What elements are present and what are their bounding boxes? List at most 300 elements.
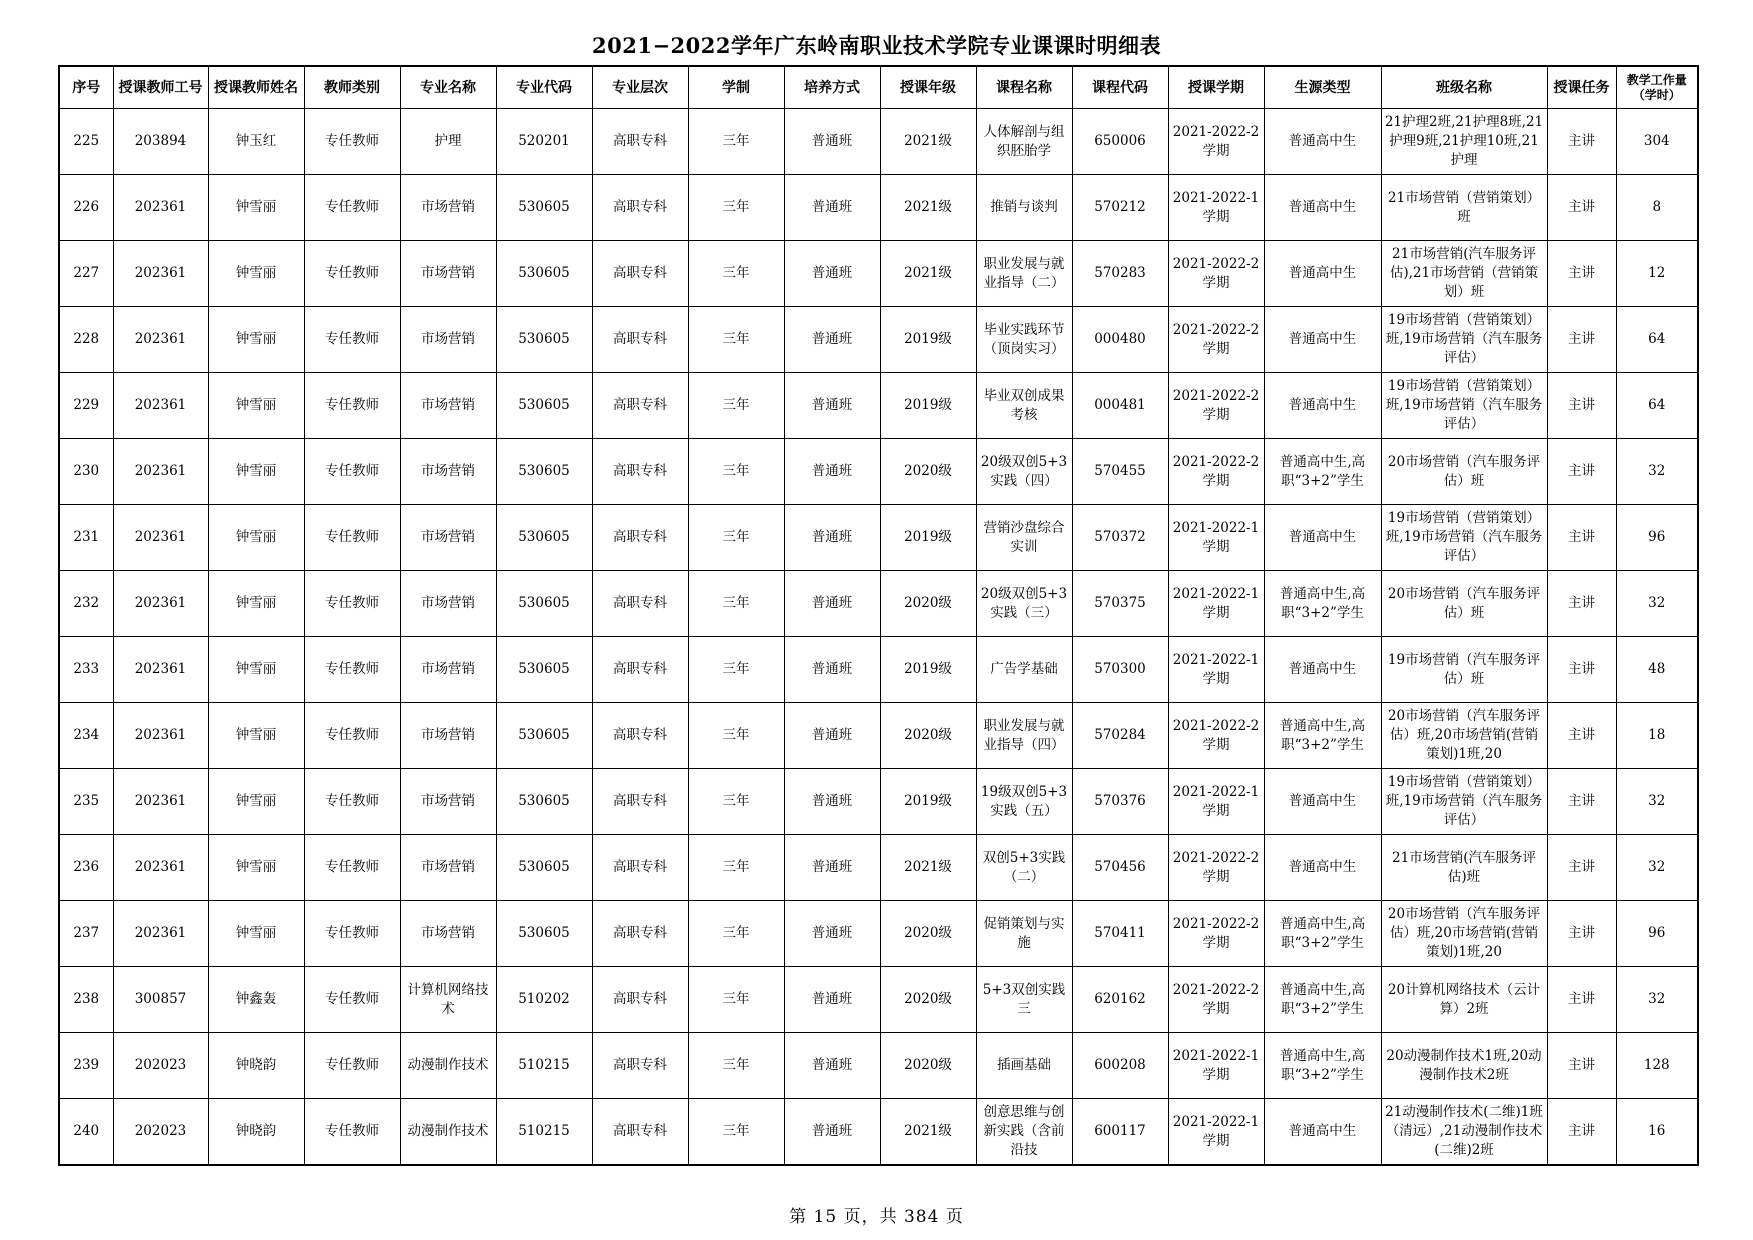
cell-teacher-name — [208, 967, 304, 1033]
cell-task — [1547, 373, 1616, 439]
cell-no — [59, 1033, 113, 1099]
page-footer: 第 15 页，共 384 页 — [789, 1207, 964, 1227]
cell-teacher-type — [304, 307, 400, 373]
cell-text: 2021-2022-1学期 — [1172, 189, 1260, 225]
cell-teacher-type — [304, 439, 400, 505]
cell-course-name — [976, 835, 1072, 901]
cell-grade — [880, 373, 976, 439]
cell-teacher-name — [208, 769, 304, 835]
cell-major-name — [400, 373, 496, 439]
cell-course-name — [976, 571, 1072, 637]
cell-text: 20级双创5+3实践（四） — [980, 453, 1068, 489]
course-hours-table — [58, 65, 1699, 1166]
cell-level — [592, 307, 688, 373]
cell-text: 高职专科 — [613, 463, 667, 479]
cell-no — [59, 835, 113, 901]
cell-grade — [880, 307, 976, 373]
cell-duration — [688, 307, 784, 373]
cell-text: 530605 — [518, 727, 570, 743]
cell-student-source — [1264, 109, 1381, 175]
cell-text: 2021-2022-1学期 — [1172, 651, 1260, 687]
cell-text: 600117 — [1094, 1123, 1146, 1139]
cell-text: 231 — [73, 529, 100, 545]
cell-text: 主讲 — [1568, 265, 1595, 281]
cell-text: 2021-2022-2学期 — [1172, 321, 1260, 357]
cell-text: 32 — [1648, 463, 1666, 479]
cell-text: 18 — [1648, 727, 1666, 743]
cell-class-name — [1381, 109, 1547, 175]
cell-task — [1547, 835, 1616, 901]
cell-teacher-type — [304, 175, 400, 241]
cell-text: 市场营销 — [421, 199, 475, 215]
cell-workload — [1616, 571, 1698, 637]
cell-course-code — [1072, 373, 1168, 439]
cell-text: 普通高中生,高职“3+2”学生 — [1279, 585, 1366, 621]
cell-text: 普通高中生 — [1288, 529, 1357, 545]
cell-semester — [1168, 1033, 1264, 1099]
cell-training-mode — [784, 901, 880, 967]
cell-workload — [1616, 703, 1698, 769]
cell-teacher-id — [113, 1033, 208, 1099]
cell-text: 530605 — [518, 925, 570, 941]
cell-workload — [1616, 505, 1698, 571]
col-header-major-code: 专业代码 — [496, 66, 592, 109]
cell-grade — [880, 1099, 976, 1166]
cell-text: 2020级 — [904, 727, 952, 743]
cell-workload — [1616, 1033, 1698, 1099]
cell-teacher-name — [208, 571, 304, 637]
cell-text: 高职专科 — [613, 529, 667, 545]
cell-text: 专任教师 — [325, 859, 379, 875]
cell-level — [592, 1033, 688, 1099]
cell-semester — [1168, 439, 1264, 505]
cell-text: 2021-2022-1学期 — [1172, 519, 1260, 555]
cell-text: 普通班 — [811, 991, 853, 1007]
cell-text: 530605 — [518, 793, 570, 809]
cell-text: 570376 — [1094, 793, 1146, 809]
cell-course-code — [1072, 505, 1168, 571]
cell-text: 高职专科 — [613, 199, 667, 215]
cell-text: 三年 — [722, 925, 750, 941]
cell-text: 营销沙盘综合实训 — [983, 519, 1065, 555]
cell-level — [592, 439, 688, 505]
cell-teacher-id — [113, 307, 208, 373]
cell-text: 钟晓韵 — [235, 1057, 277, 1073]
cell-grade — [880, 241, 976, 307]
cell-text: 32 — [1648, 991, 1666, 1007]
cell-major-code — [496, 835, 592, 901]
cell-grade — [880, 505, 976, 571]
cell-no — [59, 109, 113, 175]
cell-text: 钟雪丽 — [235, 397, 277, 413]
cell-task — [1547, 241, 1616, 307]
cell-class-name — [1381, 439, 1547, 505]
cell-text: 专任教师 — [325, 1057, 379, 1073]
cell-text: 普通班 — [811, 133, 853, 149]
cell-text: 普通高中生,高职“3+2”学生 — [1279, 717, 1366, 753]
cell-class-name — [1381, 241, 1547, 307]
cell-student-source — [1264, 373, 1381, 439]
cell-text: 高职专科 — [613, 793, 667, 809]
cell-major-name — [400, 307, 496, 373]
cell-level — [592, 703, 688, 769]
cell-text: 专任教师 — [325, 727, 379, 743]
cell-student-source — [1264, 439, 1381, 505]
cell-text: 20动漫制作技术1班,20动漫制作技术2班 — [1386, 1047, 1542, 1083]
cell-teacher-type — [304, 241, 400, 307]
cell-grade — [880, 703, 976, 769]
cell-text: 2021级 — [904, 1123, 952, 1139]
col-header-task: 授课任务 — [1547, 66, 1616, 109]
cell-course-name — [976, 307, 1072, 373]
cell-task — [1547, 703, 1616, 769]
cell-course-code — [1072, 1099, 1168, 1166]
cell-teacher-id — [113, 505, 208, 571]
cell-text: 人体解剖与组织胚胎学 — [983, 123, 1065, 159]
cell-text: 动漫制作技术 — [407, 1123, 489, 1139]
cell-workload — [1616, 1099, 1698, 1166]
cell-text: 202361 — [134, 727, 187, 743]
cell-text: 570411 — [1094, 925, 1146, 941]
cell-class-name — [1381, 637, 1547, 703]
cell-course-name — [976, 769, 1072, 835]
cell-text: 19级双创5+3实践（五） — [980, 783, 1068, 819]
cell-text: 三年 — [722, 661, 750, 677]
cell-semester — [1168, 769, 1264, 835]
cell-student-source — [1264, 901, 1381, 967]
cell-class-name — [1381, 505, 1547, 571]
cell-course-code — [1072, 901, 1168, 967]
cell-text: 530605 — [518, 529, 570, 545]
cell-level — [592, 967, 688, 1033]
cell-teacher-id — [113, 769, 208, 835]
cell-text: 20计算机网络技术（云计算）2班 — [1387, 981, 1541, 1017]
cell-major-code — [496, 1033, 592, 1099]
cell-text: 普通高中生 — [1288, 133, 1357, 149]
cell-text: 高职专科 — [613, 133, 667, 149]
cell-course-name — [976, 505, 1072, 571]
cell-duration — [688, 1099, 784, 1166]
cell-task — [1547, 505, 1616, 571]
cell-text: 专任教师 — [325, 199, 379, 215]
cell-text: 三年 — [722, 331, 750, 347]
cell-major-name — [400, 637, 496, 703]
cell-teacher-id — [113, 241, 208, 307]
cell-text: 510202 — [518, 991, 570, 1007]
cell-text: 226 — [73, 199, 100, 215]
cell-teacher-type — [304, 835, 400, 901]
cell-teacher-name — [208, 637, 304, 703]
cell-duration — [688, 439, 784, 505]
cell-text: 202361 — [134, 661, 187, 677]
cell-text: 8 — [1652, 199, 1662, 215]
cell-task — [1547, 571, 1616, 637]
cell-text: 304 — [1643, 133, 1670, 149]
cell-text: 钟雪丽 — [235, 265, 277, 281]
cell-major-name — [400, 1033, 496, 1099]
cell-course-code — [1072, 439, 1168, 505]
cell-teacher-id — [113, 109, 208, 175]
cell-semester — [1168, 1099, 1264, 1166]
cell-text: 钟雪丽 — [235, 331, 277, 347]
cell-course-name — [976, 373, 1072, 439]
cell-text: 普通高中生 — [1288, 265, 1357, 281]
cell-student-source — [1264, 703, 1381, 769]
col-header-major-name: 专业名称 — [400, 66, 496, 109]
cell-text: 双创5+3实践（二） — [982, 849, 1066, 885]
cell-text: 普通班 — [811, 331, 853, 347]
cell-major-code — [496, 901, 592, 967]
cell-task — [1547, 307, 1616, 373]
cell-duration — [688, 109, 784, 175]
cell-text: 2021-2022-1学期 — [1172, 783, 1260, 819]
cell-level — [592, 505, 688, 571]
cell-teacher-id — [113, 703, 208, 769]
cell-task — [1547, 1033, 1616, 1099]
cell-text: 570212 — [1094, 199, 1146, 215]
cell-major-name — [400, 109, 496, 175]
cell-teacher-name — [208, 901, 304, 967]
col-header-workload: 教学工作量（学时） — [1616, 66, 1698, 109]
cell-text: 普通班 — [811, 265, 853, 281]
cell-text: 2021-2022-1学期 — [1172, 1113, 1260, 1149]
cell-text: 570300 — [1094, 661, 1146, 677]
cell-text: 19市场营销（营销策划）班,19市场营销（汽车服务评估） — [1385, 312, 1543, 366]
cell-course-name — [976, 439, 1072, 505]
cell-text: 240 — [73, 1123, 100, 1139]
cell-text: 主讲 — [1568, 859, 1595, 875]
cell-text: 毕业双创成果考核 — [983, 387, 1065, 423]
cell-teacher-type — [304, 769, 400, 835]
cell-task — [1547, 901, 1616, 967]
cell-class-name — [1381, 1033, 1547, 1099]
cell-course-code — [1072, 637, 1168, 703]
cell-duration — [688, 373, 784, 439]
cell-level — [592, 1099, 688, 1166]
cell-text: 530605 — [518, 463, 570, 479]
cell-grade — [880, 109, 976, 175]
table-row — [59, 769, 1698, 835]
cell-text: 20市场营销（汽车服务评估）班,20市场营销(营销策划)1班,20 — [1387, 906, 1541, 960]
table-row — [59, 703, 1698, 769]
cell-major-name — [400, 175, 496, 241]
cell-teacher-id — [113, 439, 208, 505]
cell-text: 2021-2022-2学期 — [1172, 123, 1260, 159]
cell-text: 钟玉红 — [235, 133, 277, 149]
cell-text: 主讲 — [1568, 331, 1595, 347]
cell-text: 2021级 — [904, 859, 952, 875]
cell-training-mode — [784, 109, 880, 175]
cell-no — [59, 241, 113, 307]
cell-text: 202361 — [134, 793, 187, 809]
header-row — [59, 66, 1698, 109]
cell-text: 202361 — [134, 265, 187, 281]
cell-text: 专任教师 — [325, 331, 379, 347]
cell-training-mode — [784, 703, 880, 769]
cell-training-mode — [784, 967, 880, 1033]
cell-text: 钟雪丽 — [235, 463, 277, 479]
cell-level — [592, 373, 688, 439]
cell-workload — [1616, 967, 1698, 1033]
cell-text: 市场营销 — [421, 661, 475, 677]
table-row — [59, 439, 1698, 505]
cell-no — [59, 703, 113, 769]
cell-major-code — [496, 505, 592, 571]
cell-teacher-type — [304, 967, 400, 1033]
cell-text: 钟雪丽 — [235, 529, 277, 545]
cell-text: 530605 — [518, 265, 570, 281]
cell-major-name — [400, 241, 496, 307]
cell-major-code — [496, 967, 592, 1033]
cell-class-name — [1381, 307, 1547, 373]
cell-text: 228 — [73, 331, 100, 347]
cell-text: 570372 — [1094, 529, 1146, 545]
cell-text: 237 — [73, 925, 100, 941]
cell-course-code — [1072, 175, 1168, 241]
cell-text: 高职专科 — [613, 925, 667, 941]
cell-text: 专任教师 — [325, 529, 379, 545]
table-row — [59, 241, 1698, 307]
cell-text: 227 — [73, 265, 100, 281]
cell-text: 203894 — [134, 133, 187, 149]
cell-text: 普通高中生 — [1288, 397, 1357, 413]
cell-text: 000480 — [1094, 331, 1146, 347]
cell-text: 5+3双创实践三 — [982, 981, 1066, 1017]
cell-student-source — [1264, 175, 1381, 241]
col-header-training-mode: 培养方式 — [784, 66, 880, 109]
cell-text: 21动漫制作技术(二维)1班（清远）,21动漫制作技术(二维)2班 — [1385, 1104, 1543, 1158]
cell-text: 600208 — [1094, 1057, 1146, 1073]
col-header-class-name: 班级名称 — [1381, 66, 1547, 109]
cell-text: 202023 — [134, 1123, 187, 1139]
cell-text: 96 — [1648, 925, 1666, 941]
cell-text: 钟晓韵 — [235, 1123, 277, 1139]
cell-text: 毕业实践环节（顶岗实习） — [983, 321, 1065, 357]
cell-text: 三年 — [722, 1057, 750, 1073]
cell-text: 主讲 — [1568, 529, 1595, 545]
cell-text: 钟雪丽 — [235, 595, 277, 611]
cell-text: 229 — [73, 397, 100, 413]
cell-grade — [880, 439, 976, 505]
cell-text: 300857 — [134, 991, 187, 1007]
cell-duration — [688, 175, 784, 241]
cell-course-name — [976, 901, 1072, 967]
cell-text: 202361 — [134, 529, 187, 545]
cell-duration — [688, 637, 784, 703]
cell-teacher-id — [113, 967, 208, 1033]
cell-grade — [880, 637, 976, 703]
cell-text: 三年 — [722, 265, 750, 281]
cell-teacher-name — [208, 307, 304, 373]
cell-workload — [1616, 901, 1698, 967]
table-row — [59, 307, 1698, 373]
cell-level — [592, 109, 688, 175]
cell-grade — [880, 835, 976, 901]
cell-teacher-name — [208, 505, 304, 571]
cell-text: 市场营销 — [421, 265, 475, 281]
cell-no — [59, 439, 113, 505]
cell-text: 530605 — [518, 661, 570, 677]
cell-semester — [1168, 571, 1264, 637]
cell-teacher-id — [113, 175, 208, 241]
cell-text: 市场营销 — [421, 727, 475, 743]
cell-text: 233 — [73, 661, 100, 677]
cell-text: 32 — [1648, 859, 1666, 875]
cell-text: 三年 — [722, 793, 750, 809]
cell-text: 2021-2022-2学期 — [1172, 255, 1260, 291]
cell-text: 570455 — [1094, 463, 1146, 479]
cell-text: 主讲 — [1568, 1057, 1595, 1073]
cell-text: 高职专科 — [613, 727, 667, 743]
cell-teacher-type — [304, 109, 400, 175]
cell-text: 21市场营销（营销策划）班 — [1387, 189, 1541, 225]
cell-major-code — [496, 439, 592, 505]
cell-grade — [880, 1033, 976, 1099]
cell-text: 主讲 — [1568, 1123, 1595, 1139]
cell-text: 高职专科 — [613, 859, 667, 875]
cell-student-source — [1264, 241, 1381, 307]
cell-duration — [688, 901, 784, 967]
cell-text: 202361 — [134, 397, 187, 413]
cell-text: 19市场营销（营销策划）班,19市场营销（汽车服务评估） — [1385, 378, 1543, 432]
cell-text: 2021-2022-2学期 — [1172, 981, 1260, 1017]
cell-text: 普通高中生,高职“3+2”学生 — [1279, 1047, 1366, 1083]
cell-text: 48 — [1648, 661, 1666, 677]
cell-student-source — [1264, 1033, 1381, 1099]
cell-teacher-type — [304, 505, 400, 571]
cell-text: 202361 — [134, 595, 187, 611]
col-header-level: 专业层次 — [592, 66, 688, 109]
cell-class-name — [1381, 901, 1547, 967]
cell-text: 专任教师 — [325, 661, 379, 677]
cell-teacher-name — [208, 835, 304, 901]
cell-text: 238 — [73, 991, 100, 1007]
cell-teacher-id — [113, 835, 208, 901]
cell-major-code — [496, 571, 592, 637]
cell-major-name — [400, 967, 496, 1033]
cell-no — [59, 307, 113, 373]
cell-text: 19市场营销（营销策划）班,19市场营销（汽车服务评估） — [1385, 510, 1543, 564]
cell-text: 2021-2022-2学期 — [1172, 387, 1260, 423]
table-row — [59, 901, 1698, 967]
cell-student-source — [1264, 1099, 1381, 1166]
cell-level — [592, 769, 688, 835]
cell-text: 000481 — [1094, 397, 1146, 413]
cell-teacher-name — [208, 241, 304, 307]
cell-major-code — [496, 373, 592, 439]
cell-major-code — [496, 703, 592, 769]
cell-text: 普通高中生 — [1288, 793, 1357, 809]
cell-text: 三年 — [722, 595, 750, 611]
cell-major-code — [496, 109, 592, 175]
cell-text: 225 — [73, 133, 100, 149]
cell-text: 市场营销 — [421, 859, 475, 875]
cell-text: 三年 — [722, 727, 750, 743]
cell-text: 钟雪丽 — [235, 661, 277, 677]
cell-class-name — [1381, 175, 1547, 241]
cell-text: 普通班 — [811, 397, 853, 413]
col-header-teacher-name: 授课教师姓名 — [208, 66, 304, 109]
cell-text: 21市场营销(汽车服务评估),21市场营销（营销策划）班 — [1389, 246, 1539, 300]
cell-text: 三年 — [722, 859, 750, 875]
cell-text: 620162 — [1094, 991, 1146, 1007]
cell-text: 2021-2022-2学期 — [1172, 915, 1260, 951]
cell-text: 20市场营销（汽车服务评估）班 — [1387, 453, 1541, 489]
cell-text: 三年 — [722, 199, 750, 215]
cell-text: 2020级 — [904, 463, 952, 479]
cell-semester — [1168, 967, 1264, 1033]
cell-major-code — [496, 1099, 592, 1166]
